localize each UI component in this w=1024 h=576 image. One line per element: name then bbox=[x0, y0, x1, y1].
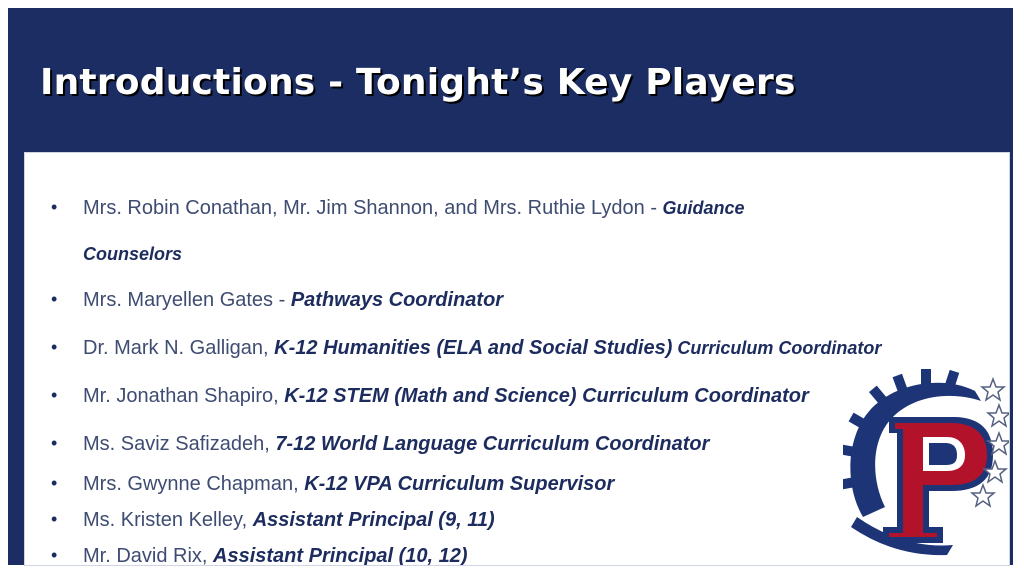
bullet: • bbox=[51, 337, 58, 357]
bullet: • bbox=[51, 509, 58, 529]
presenter-name: Dr. Mark N. Galligan, bbox=[83, 337, 275, 359]
presenter-name: Mrs. Maryellen Gates - bbox=[83, 289, 291, 311]
bullet: • bbox=[51, 289, 58, 309]
presenter-role: K-12 VPA Curriculum Supervisor bbox=[304, 473, 615, 495]
bullet: • bbox=[51, 197, 58, 217]
presenter-role: Guidance bbox=[662, 198, 745, 218]
presenter-name: Ms. Saviz Safizadeh, bbox=[83, 433, 276, 455]
presenter-name: Mrs. Gwynne Chapman, bbox=[83, 473, 305, 495]
presenter-role: K-12 STEM (Math and Science) Curriculum Coordinator bbox=[284, 385, 809, 407]
content-panel bbox=[24, 152, 1010, 566]
presenter-role: Assistant Principal (10, 12) bbox=[213, 545, 468, 566]
presenter-role: K-12 Humanities (ELA and Social Studies) bbox=[274, 337, 673, 359]
slide-frame bbox=[8, 8, 1013, 565]
presenter-role: Pathways Coordinator bbox=[290, 289, 504, 311]
presenter-role: 7-12 World Language Curriculum Coordinator bbox=[275, 433, 710, 455]
bullet: • bbox=[51, 433, 58, 453]
bullet: • bbox=[51, 545, 58, 565]
presenter-name: Ms. Kristen Kelley, bbox=[83, 509, 253, 531]
presenter-names: Mrs. Robin Conathan, Mr. Jim Shannon, and Mrs. Ruthie Lydon - bbox=[83, 197, 663, 219]
school-logo-icon bbox=[843, 367, 1010, 557]
presenter-role: Assistant Principal (9, 11) bbox=[252, 509, 495, 531]
presenter-name: Mr. David Rix, bbox=[83, 545, 214, 566]
bullet: • bbox=[51, 473, 58, 493]
slide-title: Introductions - Tonight’s Key Players bbox=[40, 62, 796, 103]
bullet: • bbox=[51, 385, 58, 405]
presenter-role-tail: Curriculum Coordinator bbox=[672, 338, 882, 358]
presenter-name: Mr. Jonathan Shapiro, bbox=[83, 385, 285, 407]
presenter-role: Counselors bbox=[83, 244, 183, 264]
